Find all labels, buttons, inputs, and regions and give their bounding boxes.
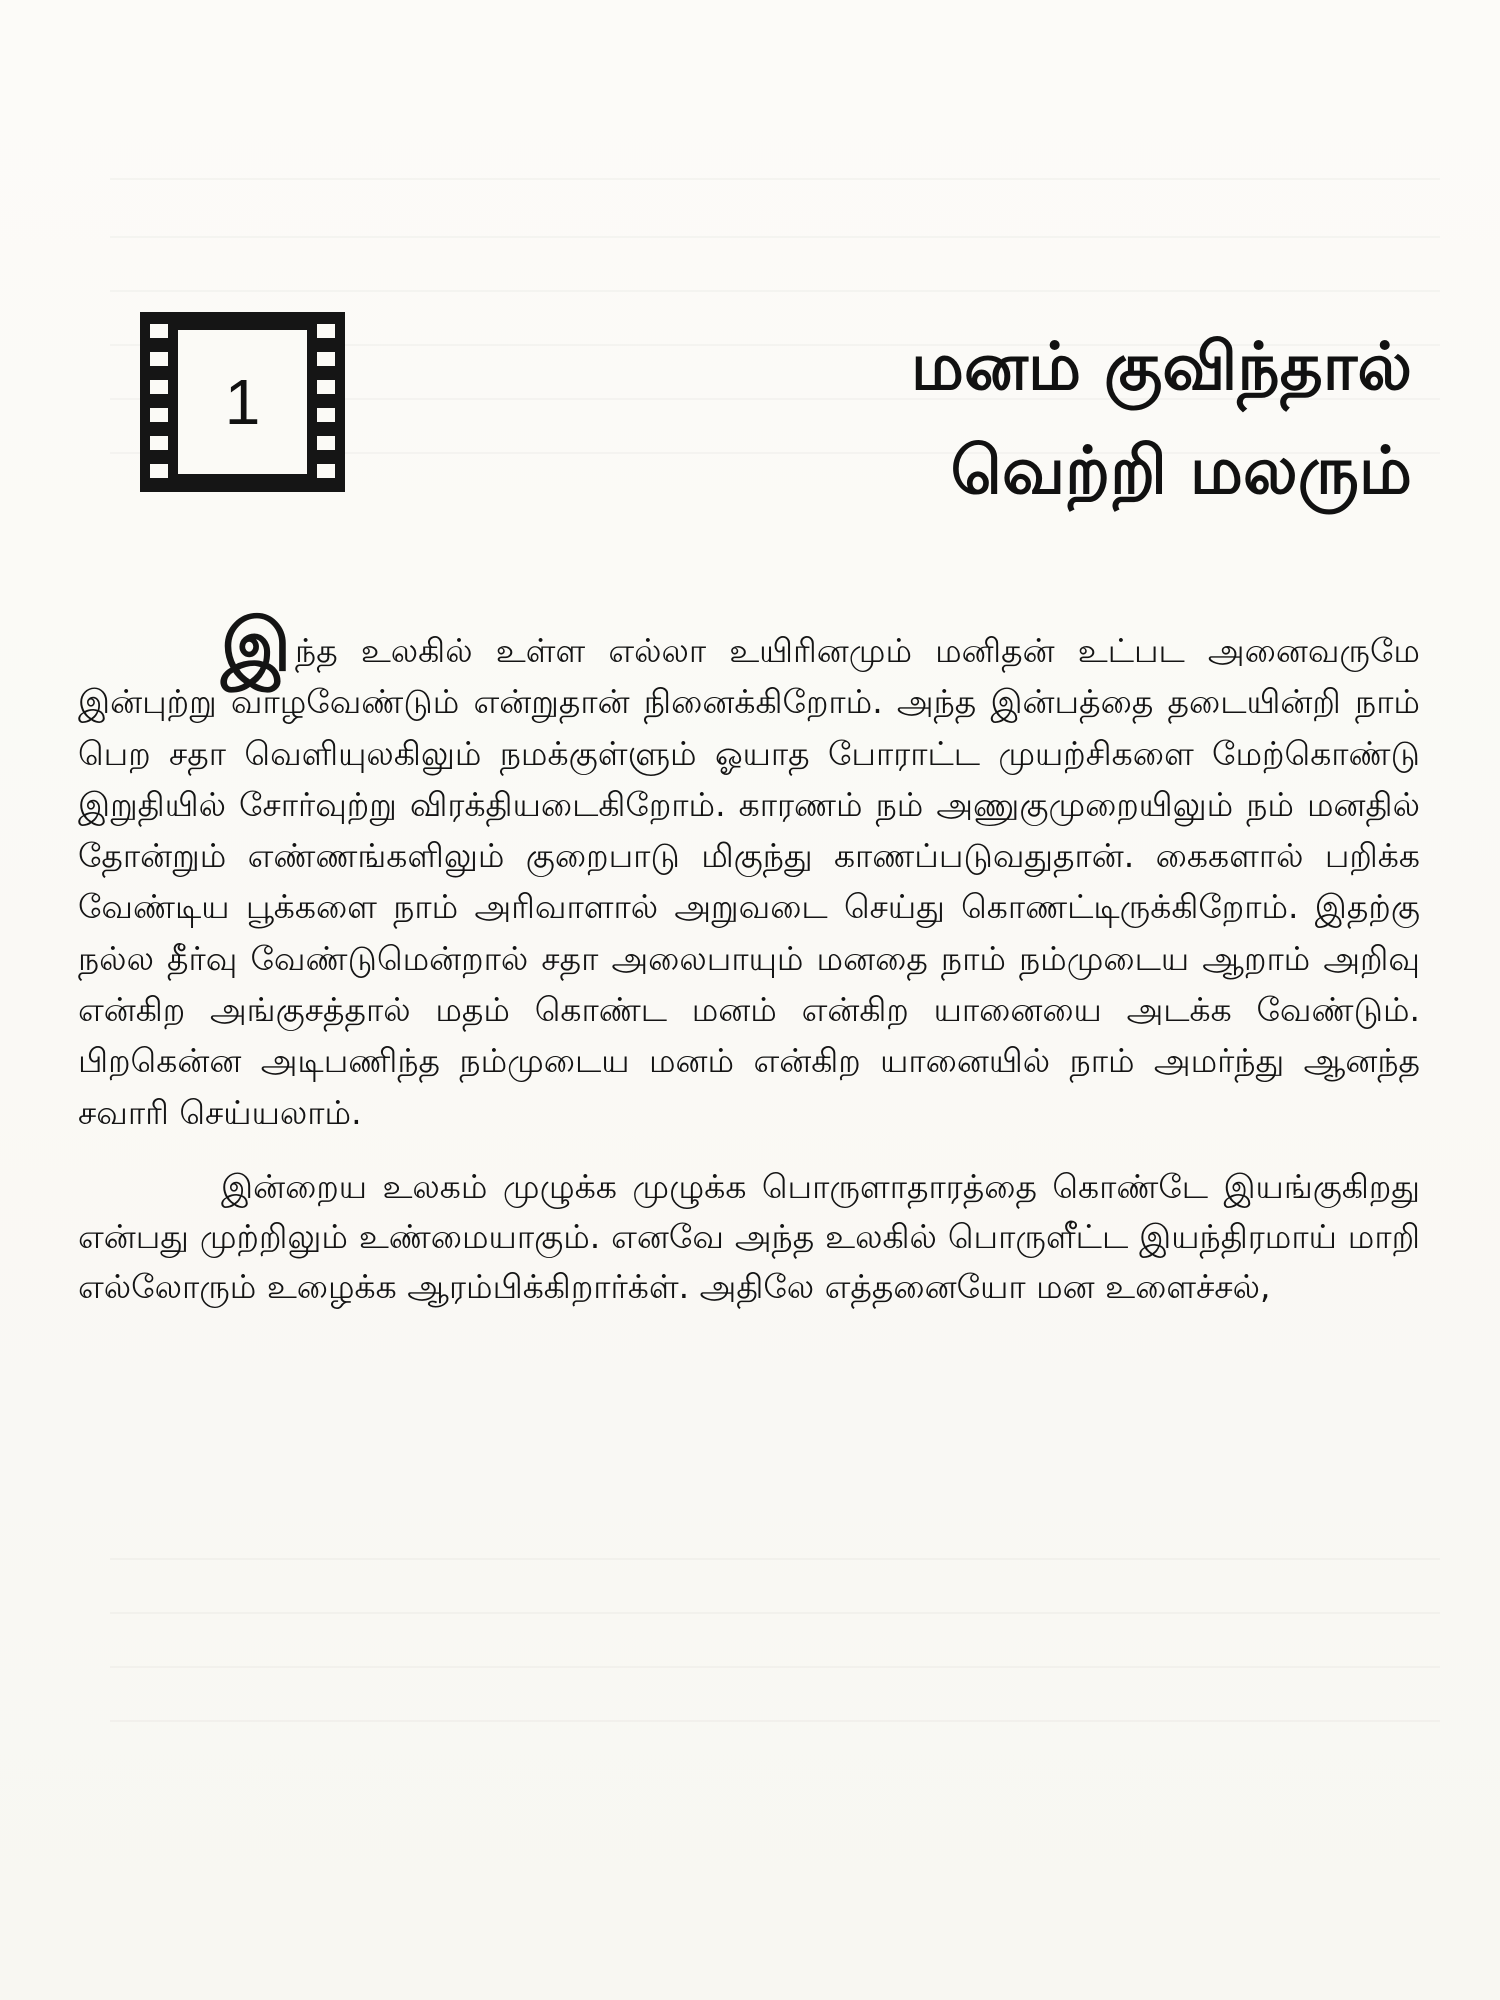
film-sprocket-hole <box>317 464 335 478</box>
film-sprocket-hole <box>150 324 168 338</box>
film-sprocket-hole <box>150 380 168 394</box>
film-sprocket-hole <box>150 464 168 478</box>
drop-cap: இ <box>221 603 292 687</box>
show-through-line <box>110 1666 1440 1668</box>
chapter-body <box>78 603 1420 1312</box>
show-through-line <box>110 1720 1440 1722</box>
chapter-number: 1 <box>224 366 261 438</box>
film-sprocket-hole <box>317 380 335 394</box>
chapter-number-badge <box>140 312 345 492</box>
show-through-line <box>110 1612 1440 1614</box>
film-sprocket-hole <box>317 352 335 366</box>
show-through-line <box>110 178 1440 180</box>
chapter-title-line-2: வெற்றி மலரும் <box>950 432 1412 509</box>
show-through-line <box>110 1558 1440 1560</box>
show-through-line <box>110 290 1440 292</box>
film-sprocket-hole <box>150 408 168 422</box>
film-sprocket-hole <box>317 408 335 422</box>
film-sprocket-hole <box>317 324 335 338</box>
film-sprocket-hole <box>317 436 335 450</box>
chapter-title-line-1: மனம் குவிந்தால் <box>910 328 1412 405</box>
show-through-line <box>110 236 1440 238</box>
paragraph-1 <box>78 603 1420 1138</box>
chapter-title <box>911 315 1412 523</box>
film-sprocket-hole <box>150 436 168 450</box>
paragraph-2: இன்றைய உலகம் முழுக்க முழுக்க பொருளாதாரத்தை கொண்டே இயங்குகிறது என்பது முற்றிலும் உண்மையாகும். எனவே அந்த உலகில் பொருளீட்ட இயந்திரமாய் மாறி எல்லோரும் உழைக்க ஆரம்பிக்கிறார்க்ள். அதிலே எத்தனையோ மன உளைச்சல், <box>78 1166 1420 1306</box>
film-sprocket-hole <box>150 352 168 366</box>
paragraph-1-text: ந்த உலகில் உள்ள எல்லா உயிரினமும் மனிதன் உட்பட அனைவருமே இன்புற்று வாழவேண்டும் என்றுதான் நினைக்கிறோம். அந்த இன்பத்தை தடையின்றி நாம் பெற சதா வெளியுலகிலும் நமக்குள்ளும் ஓயாத போராட்ட முயற்சிகளை மேற்கொண்டு இறுதியில் சோர்வுற்று விரக்தியடைகிறோம். காரணம் நம் அணுகுமுறையிலும் நம் மனதில் தோன்றும் எண்ணங்களிலும் குறைபாடு மிகுந்து காணப்படுவதுதான். கைகளால் பறிக்க வேண்டிய பூக்களை நாம் அரிவாளால் அறுவடை செய்து கொணட்டிருக்கிறோம். இதற்கு நல்ல தீர்வு வேண்டுமென்றால் சதா அலைபாயும் மனதை நாம் நம்முடைய ஆறாம் அறிவு என்கிற அங்குசத்தால் மதம் கொண்ட மனம் என்கிற யானையை அடக்க வேண்டும். பிறகென்ன அடிபணிந்த நம்முடைய மனம் என்கிற யானையில் நாம் அமர்ந்து ஆனந்த சவாரி செய்யலாம். <box>78 631 1420 1132</box>
